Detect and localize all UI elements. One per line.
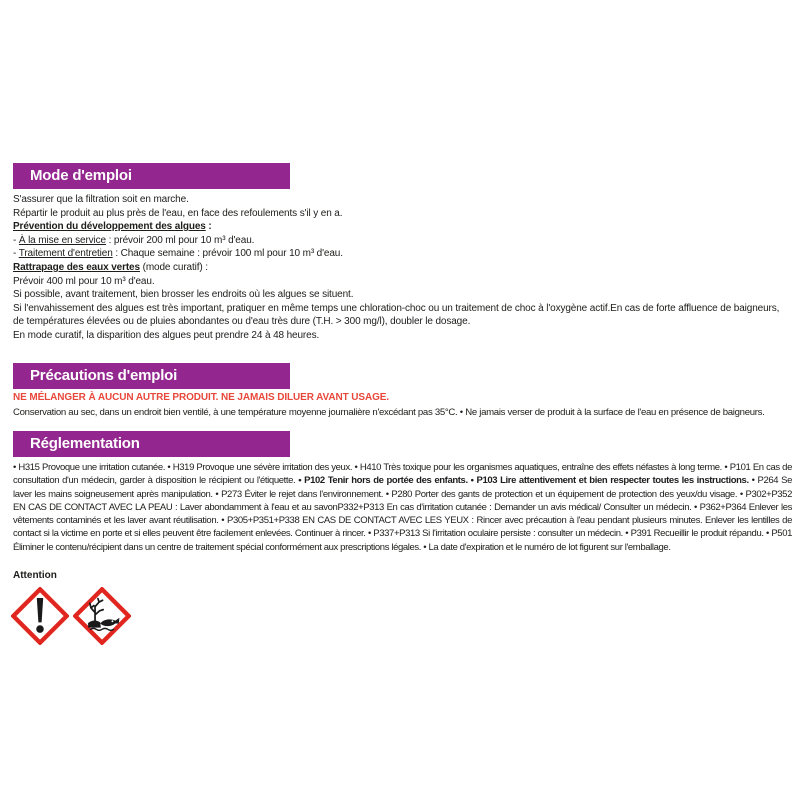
ghs07-exclamation-icon xyxy=(11,587,69,645)
entretien-text: : Chaque semaine : prévoir 100 ml pour 10 m³ d'eau. xyxy=(112,248,343,260)
usage-line-filtration: S'assurer que la filtration soit en marche. xyxy=(13,194,189,205)
prevention-heading-suffix: : xyxy=(205,221,212,233)
mode-demploi-section-title: Mode d'emploi xyxy=(30,167,132,184)
prevention-heading: Prévention du développement des algues xyxy=(13,221,206,233)
mise-en-service-dash: - xyxy=(13,234,19,246)
reglementation-section-title: Réglementation xyxy=(30,435,140,452)
hazard-statements-bold: • P102 Tenir hors de portée des enfants. • P103 Lire attentivement et bien respecter toutes les instructions. xyxy=(298,475,749,487)
rattrapage-heading: Rattrapage des eaux vertes xyxy=(13,261,140,273)
usage-line-dose-curative: Prévoir 400 ml pour 10 m³ d'eau. xyxy=(13,275,155,287)
precautions-section-header xyxy=(13,363,290,389)
usage-line-repartir: Répartir le produit au plus près de l'eau, en face des refoulements s'il y en a. xyxy=(13,207,343,219)
reglementation-section-header xyxy=(13,431,290,457)
hazard-statements-part2: • P264 Se laver les mains soigneusement après manipulation. • P273 Éviter le rejet dans l'environnement. • P280 Porter des gants de protection et un équipement de protection des yeux/du visage. • P302+P352 EN CAS DE CONTACT AVEC LA PEAU : Laver abondamment à l'eau et au savonP332+P313 En cas d'irritation cutanée : Demander un avis médical/ Consulter un médecin. • P362+P364 Enlever les vêtements contaminés et les laver avant réutilisation. • P305+P351+P338 EN CAS DE CONTACT AVEC LES YEUX : Rincer avec précaution à l'eau pendant plusieurs minutes. Enlever les lentilles de contact si la victime en porte et si elles peuvent être facilement enlevées. Continuer à rincer. • P337+P313 Si l'irritation oculaire persiste : consulter un médecin. • P391 Recueillir le produit répandu. • P501 Éliminer le contenu/récipient dans un centre de traitement spécial conformément aux prescriptions légales. • La date d'expiration et le numéro de lot figurent sur l'emballage. xyxy=(13,475,792,553)
prevention-heading-line xyxy=(13,220,792,234)
ghs-pictograms-row xyxy=(11,587,131,645)
mise-en-service-text: : prévoir 200 ml pour 10 m³ d'eau. xyxy=(105,234,255,246)
precautions-section-title: Précautions d'emploi xyxy=(30,367,178,384)
hazard-statements-paragraph xyxy=(13,461,792,554)
usage-line-brosser: Si possible, avant traitement, bien brosser les endroits où les algues se situent. xyxy=(13,289,354,301)
usage-instructions xyxy=(13,193,792,343)
entretien-dash: - xyxy=(13,248,19,260)
mise-en-service-label: À la mise en service xyxy=(18,234,106,246)
mixing-warning-text: NE MÉLANGER À AUCUN AUTRE PRODUIT. NE JAMAIS DILUER AVANT USAGE. xyxy=(13,392,390,403)
signal-word: Attention xyxy=(13,570,57,581)
rattrapage-heading-line xyxy=(13,261,792,275)
ghs09-environment-icon xyxy=(73,587,131,645)
entretien-label: Traitement d'entretien xyxy=(18,248,113,260)
entretien-line xyxy=(13,247,792,261)
hazard-statements-part1: • H315 Provoque une irritation cutanée. • H319 Provoque une sévère irritation des yeux. • H410 Très toxique pour les organismes aquatiques, entraîne des effets néfastes à long terme. • P101 En cas de consultation d'un médecin, garder à disposition le récipient ou l'étiquette. xyxy=(13,462,792,487)
mode-demploi-section-header xyxy=(13,163,290,189)
usage-paragraph-envahissement: Si l'envahissement des algues est très important, pratiquer en même temps une chloration-choc ou un traitement de choc à l'oxygène actif.En cas de forte affluence de baigneurs, de températures élevées ou de pluies abondantes ou d'eau très dure (T.H. > 300 mg/l), doubler le dosage. xyxy=(13,302,780,328)
storage-text: Conservation au sec, dans un endroit bien ventilé, à une température moyenne journalière n'excédant pas 35°C. • Ne jamais verser de produit à la surface de l'eau en présence de baigneurs. xyxy=(13,407,765,418)
usage-line-disparition: En mode curatif, la disparition des algues peut prendre 24 à 48 heures. xyxy=(13,329,320,341)
rattrapage-suffix: (mode curatif) : xyxy=(139,261,208,273)
mise-en-service-line xyxy=(13,234,792,248)
